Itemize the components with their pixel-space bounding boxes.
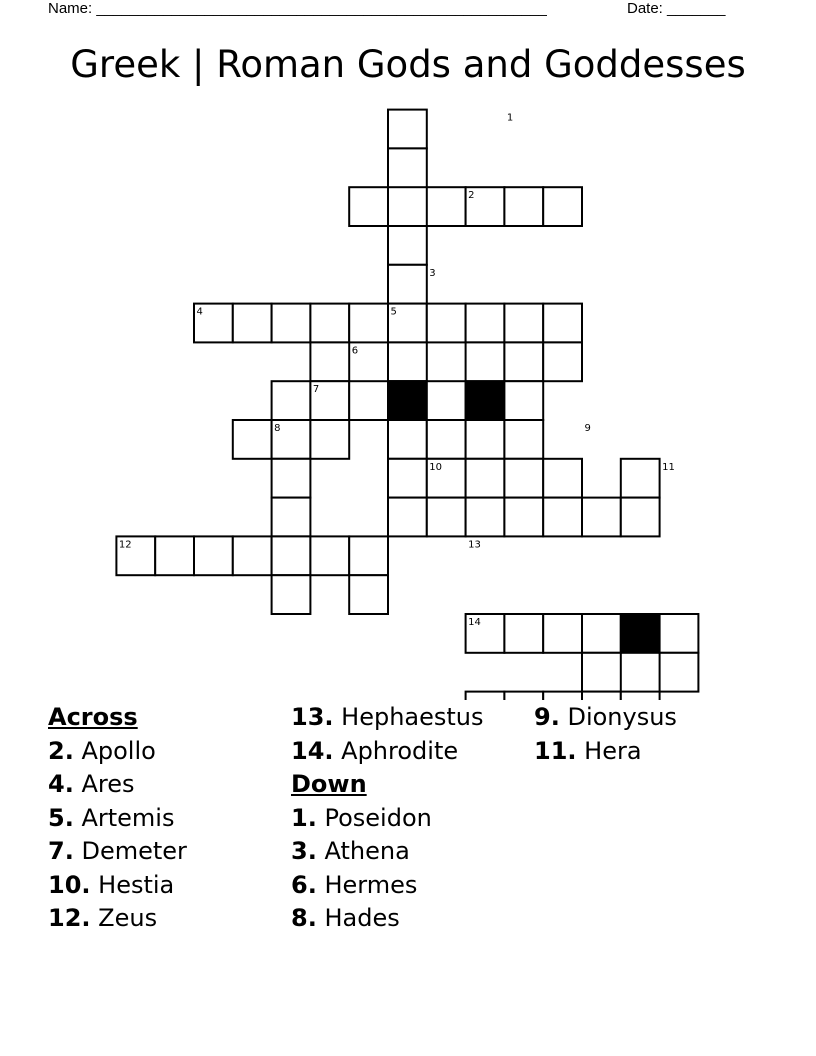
clue-number-label: 7 <box>312 384 320 396</box>
grid-cell[interactable] <box>543 459 582 498</box>
black-cell <box>466 381 505 420</box>
clue-down-9 <box>534 701 677 735</box>
clue-across-4 <box>48 768 187 802</box>
clues-column-1 <box>48 701 187 936</box>
grid-cell[interactable] <box>504 381 543 420</box>
clue-down-1 <box>291 802 484 836</box>
clue-text: Dionysus <box>567 703 677 731</box>
clue-text: Artemis <box>81 803 175 832</box>
grid-cell[interactable] <box>543 692 582 700</box>
grid-cell[interactable] <box>427 381 466 420</box>
clue-across-2 <box>48 735 187 769</box>
grid-cell[interactable] <box>310 342 349 381</box>
clue-number: 6. <box>291 870 317 899</box>
clue-across-13 <box>291 701 484 735</box>
clue-number-label: 11 <box>662 461 675 473</box>
clue-number-label: 5 <box>390 306 397 318</box>
grid-cell[interactable] <box>427 498 466 537</box>
black-cell <box>388 381 427 420</box>
clue-down-6 <box>291 869 484 903</box>
clue-number: 13. <box>291 703 334 731</box>
grid-cell[interactable] <box>466 420 505 459</box>
grid-cell[interactable] <box>466 342 505 381</box>
clue-number: 5. <box>48 803 74 832</box>
clue-across-10 <box>48 869 187 903</box>
grid-cell[interactable] <box>621 498 660 537</box>
grid-cell[interactable] <box>543 187 582 226</box>
grid-cell[interactable] <box>504 459 543 498</box>
clue-number-label: 9 <box>584 423 591 434</box>
clue-text: Hera <box>584 736 642 765</box>
clue-text: Hades <box>324 904 400 932</box>
grid-cell[interactable] <box>427 420 466 459</box>
grid-cell[interactable] <box>388 459 427 498</box>
grid-cell[interactable] <box>272 498 311 537</box>
grid-cell[interactable] <box>660 614 699 653</box>
grid-cell[interactable] <box>310 420 349 459</box>
grid-cell[interactable] <box>466 692 505 700</box>
clue-text: Ares <box>81 770 135 798</box>
clue-text: Apollo <box>81 736 156 765</box>
clue-number-label: 4 <box>196 306 203 318</box>
grid-cell[interactable] <box>349 187 388 226</box>
clue-number-label: 3 <box>429 267 436 279</box>
date-field: Date: _______ <box>627 0 726 17</box>
clue-text: Hephaestus <box>341 703 484 731</box>
grid-cell[interactable] <box>466 304 505 343</box>
grid-cell[interactable] <box>310 304 349 343</box>
clue-down-11 <box>534 735 677 769</box>
grid-cell[interactable] <box>543 342 582 381</box>
grid-cell[interactable] <box>582 653 621 692</box>
grid-cell[interactable] <box>272 381 311 420</box>
page-title: Greek | Roman Gods and Goddesses <box>70 43 746 86</box>
across-heading: Across <box>48 703 138 731</box>
grid-cell[interactable] <box>582 498 621 537</box>
grid-cell[interactable] <box>155 536 194 575</box>
black-cell <box>621 614 660 653</box>
clue-number: 1. <box>291 803 317 832</box>
clue-number: 7. <box>48 837 74 865</box>
clues-column-3 <box>534 701 677 768</box>
clue-number: 8. <box>291 904 317 932</box>
grid-cell[interactable] <box>388 226 427 265</box>
clue-number-label: 2 <box>468 190 475 202</box>
grid-cell[interactable] <box>194 536 233 575</box>
clue-text: Poseidon <box>324 803 432 832</box>
clue-number-label: 1 <box>506 112 514 124</box>
grid-cell[interactable] <box>233 420 272 459</box>
clue-number: 14. <box>291 736 334 765</box>
clue-number-label: 10 <box>429 461 443 473</box>
grid-cell[interactable] <box>660 653 699 692</box>
clue-number-label: 8 <box>274 423 281 434</box>
clue-across-14 <box>291 735 484 769</box>
grid-cell[interactable] <box>388 420 427 459</box>
grid-cell[interactable] <box>543 614 582 653</box>
clue-number-label: 13 <box>468 539 481 551</box>
grid-cell[interactable] <box>504 614 543 653</box>
grid-cell[interactable] <box>349 304 388 343</box>
clue-number-label: 6 <box>351 345 359 357</box>
clues-column-2 <box>291 701 484 936</box>
grid-cell[interactable] <box>504 498 543 537</box>
grid-cell[interactable] <box>272 536 311 575</box>
grid-cell[interactable] <box>388 342 427 381</box>
grid-cell[interactable] <box>272 459 311 498</box>
clue-across-7 <box>48 835 187 869</box>
clue-number: 2. <box>48 736 74 765</box>
grid-cell[interactable] <box>466 459 505 498</box>
clue-number: 10. <box>48 870 91 899</box>
clue-down-8 <box>291 902 484 936</box>
grid-cell[interactable] <box>233 536 272 575</box>
clue-text: Hermes <box>324 870 418 899</box>
grid-cell[interactable] <box>272 575 311 614</box>
clue-text: Hestia <box>98 870 175 899</box>
clue-number: 11. <box>534 736 577 765</box>
clue-text: Zeus <box>98 904 158 932</box>
grid-cell[interactable] <box>388 148 427 187</box>
clue-number-label: 12 <box>118 539 132 551</box>
clue-number: 3. <box>291 837 317 865</box>
clue-number: 9. <box>534 703 560 731</box>
grid-cell[interactable] <box>621 692 660 700</box>
grid-cell[interactable] <box>388 498 427 537</box>
grid-cell[interactable] <box>504 342 543 381</box>
grid-cell[interactable] <box>582 692 621 700</box>
clue-number: 12. <box>48 904 91 932</box>
grid-cell[interactable] <box>349 575 388 614</box>
clue-number: 4. <box>48 770 74 798</box>
clue-across-12 <box>48 902 187 936</box>
grid-cell[interactable] <box>427 187 466 226</box>
grid-cell[interactable] <box>504 304 543 343</box>
grid-cell[interactable] <box>466 498 505 537</box>
grid-cell[interactable] <box>543 498 582 537</box>
grid-cell[interactable] <box>504 420 543 459</box>
clue-down-3 <box>291 835 484 869</box>
name-field: Name: ______________________________________________________ <box>48 0 547 17</box>
grid-cell[interactable] <box>427 304 466 343</box>
clue-number-label: 14 <box>468 617 481 628</box>
grid-cell[interactable] <box>621 459 660 498</box>
grid-cell[interactable] <box>349 536 388 575</box>
clue-text: Athena <box>324 837 410 865</box>
grid-cell[interactable] <box>504 187 543 226</box>
down-heading: Down <box>291 770 367 798</box>
clue-across-5 <box>48 802 187 836</box>
clue-text: Aphrodite <box>341 736 459 765</box>
clue-text: Demeter <box>81 837 187 865</box>
grid-cell[interactable] <box>349 381 388 420</box>
grid-cell[interactable] <box>388 110 427 149</box>
grid-cell[interactable] <box>272 304 311 343</box>
grid-cell[interactable] <box>233 304 272 343</box>
grid-cell[interactable] <box>388 265 427 304</box>
grid-cell[interactable] <box>543 304 582 343</box>
grid-cell[interactable] <box>582 614 621 653</box>
grid-cell[interactable] <box>310 536 349 575</box>
grid-cell[interactable] <box>504 692 543 700</box>
